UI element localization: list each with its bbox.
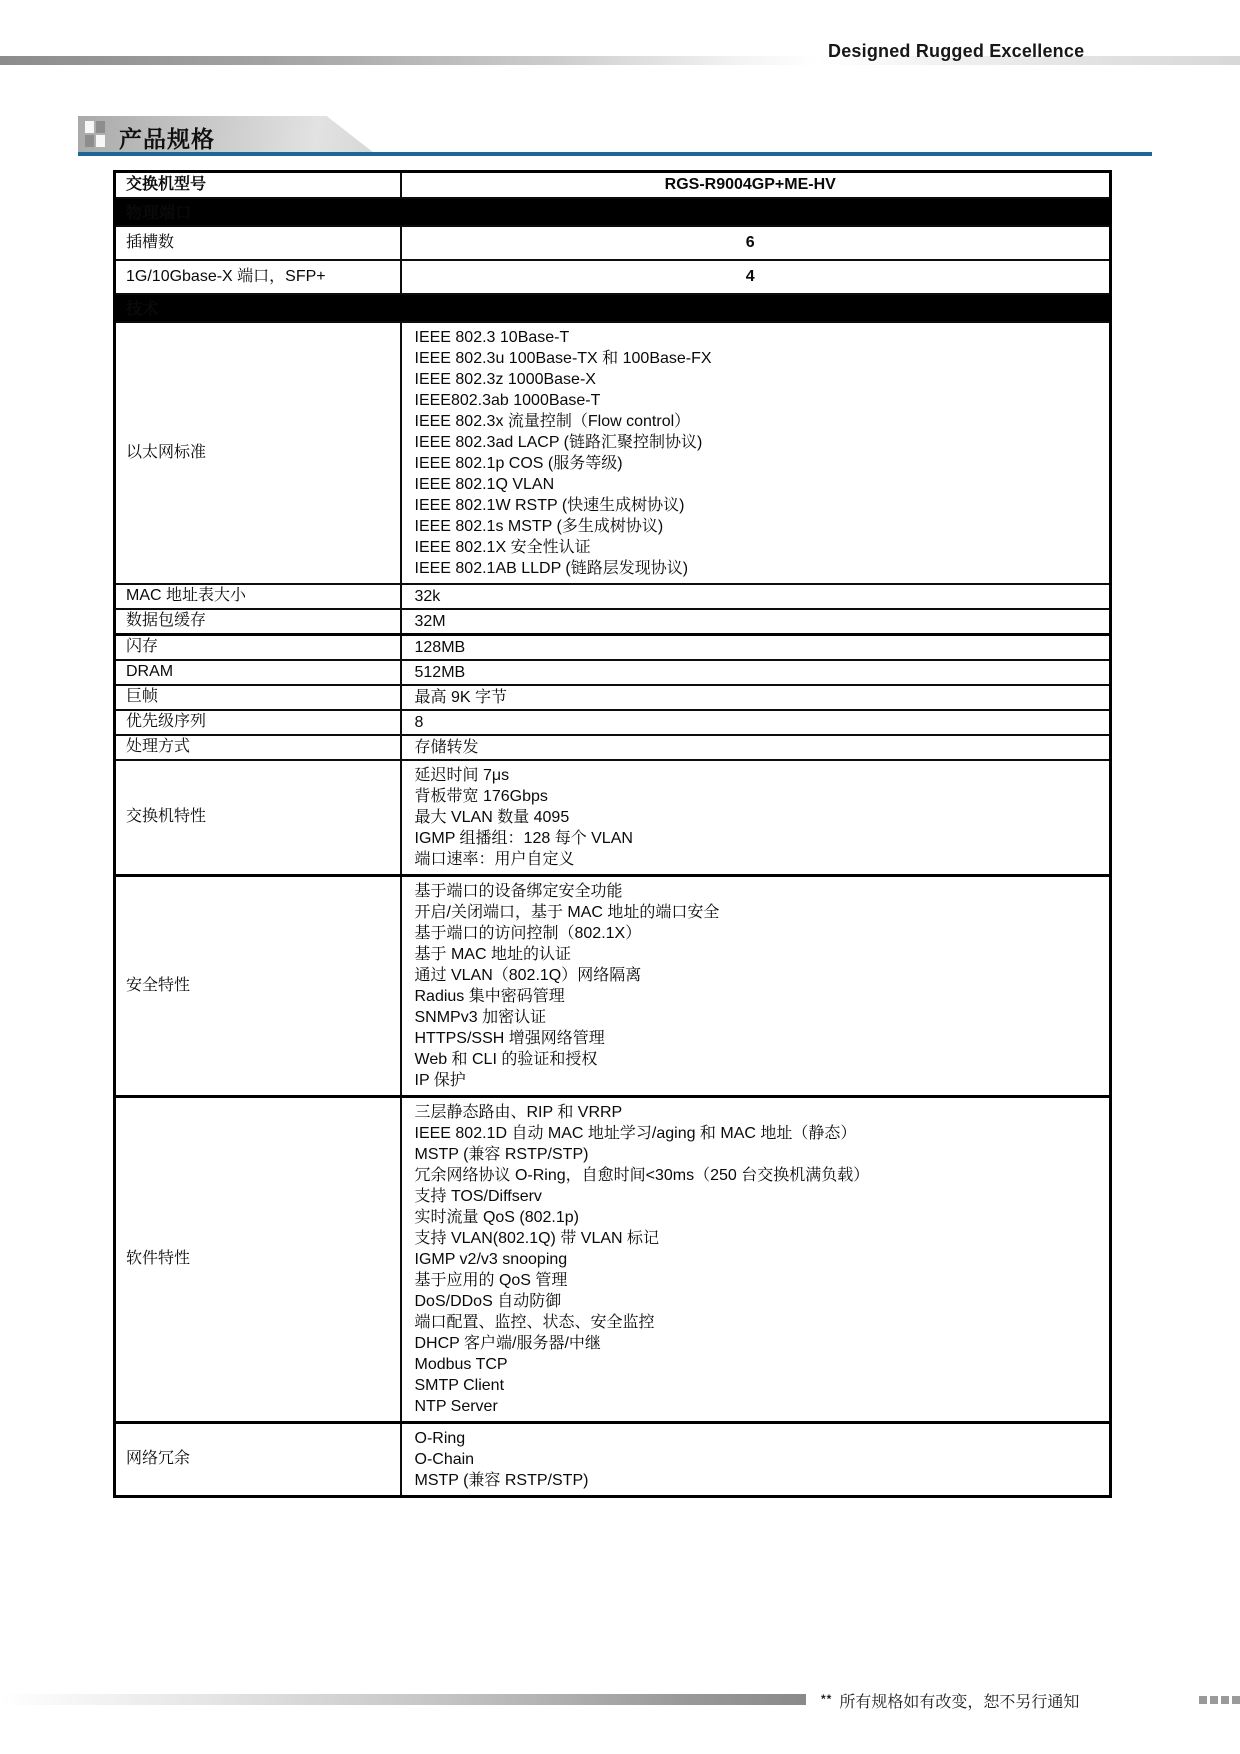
spec-value-line: IEEE 802.1p COS (服务等级) — [414, 454, 623, 472]
section-header-row — [115, 198, 1111, 226]
table-row — [115, 260, 1111, 294]
spec-value-line: MSTP (兼容 RSTP/STP) — [414, 1471, 589, 1489]
spec-value-line: HTTPS/SSH 增强网络管理 — [414, 1029, 605, 1047]
spec-label: 处理方式 — [115, 735, 401, 760]
table-row — [115, 322, 1111, 584]
spec-value — [401, 875, 1111, 1096]
spec-value: RGS-R9004GP+ME-HV — [401, 172, 1111, 198]
spec-value-line: SMTP Client — [414, 1376, 505, 1394]
spec-value-line: 基于端口的设备绑定安全功能 — [414, 882, 623, 900]
spec-label: 闪存 — [115, 634, 401, 660]
spec-value — [401, 1422, 1111, 1496]
spec-value-line: Modbus TCP — [414, 1355, 508, 1373]
spec-value-line: 实时流量 QoS (802.1p) — [414, 1208, 580, 1226]
spec-value — [401, 1096, 1111, 1422]
spec-value-line: 冗余网络协议 O-Ring，自愈时间<30ms（250 台交换机满负载） — [414, 1166, 870, 1184]
table-row — [115, 760, 1111, 876]
spec-value-line: DHCP 客户端/服务器/中继 — [414, 1334, 601, 1352]
table-row — [115, 710, 1111, 735]
spec-value-line: IP 保护 — [414, 1071, 466, 1089]
spec-value-line: IEEE 802.3 10Base-T — [414, 328, 570, 346]
spec-value-line: Radius 集中密码管理 — [414, 987, 565, 1005]
table-row — [115, 609, 1111, 635]
spec-label: 以太网标准 — [115, 322, 401, 584]
spec-value-line: 延迟时间 7μs — [414, 766, 510, 784]
spec-label: 优先级序列 — [115, 710, 401, 735]
header-tagline: Designed Rugged Excellence — [828, 41, 1085, 61]
spec-value-line: NTP Server — [414, 1397, 498, 1415]
spec-label: 交换机特性 — [115, 760, 401, 876]
spec-value-line: MSTP (兼容 RSTP/STP) — [414, 1145, 589, 1163]
page-title: 产品规格 — [119, 126, 215, 152]
footer-squares-decoration — [1199, 1696, 1240, 1704]
spec-value-line: 支持 TOS/Diffserv — [414, 1187, 542, 1205]
spec-value-line: 支持 VLAN(802.1Q) 带 VLAN 标记 — [414, 1229, 660, 1247]
spec-label: 网络冗余 — [115, 1422, 401, 1496]
footer-note-marker: ** — [821, 1692, 833, 1706]
spec-label: 插槽数 — [115, 226, 401, 260]
section-header-label: 技术 — [115, 294, 1111, 322]
table-row — [115, 1096, 1111, 1422]
spec-value-line: IEEE 802.3u 100Base-TX 和 100Base-FX — [414, 349, 712, 367]
table-row — [115, 584, 1111, 609]
spec-value-line: 三层静态路由、RIP 和 VRRP — [414, 1103, 623, 1121]
spec-value-line: 基于应用的 QoS 管理 — [414, 1271, 568, 1289]
spec-value — [401, 322, 1111, 584]
table-row — [115, 685, 1111, 710]
table-row — [115, 1422, 1111, 1496]
spec-value-line: SNMPv3 加密认证 — [414, 1008, 547, 1026]
spec-value: 存储转发 — [401, 735, 1111, 760]
spec-value: 128MB — [401, 634, 1111, 660]
spec-value-line: 端口配置、监控、状态、安全监控 — [414, 1313, 655, 1331]
spec-label: DRAM — [115, 660, 401, 685]
spec-value-line: IEEE 802.1AB LLDP (链路层发现协议) — [414, 559, 689, 577]
spec-label: 数据包缓存 — [115, 609, 401, 635]
spec-value-line: DoS/DDoS 自动防御 — [414, 1292, 562, 1310]
section-underline — [78, 152, 1152, 156]
spec-value-line: O-Chain — [414, 1450, 475, 1468]
spec-value-line: 端口速率：用户自定义 — [414, 850, 575, 868]
spec-value-line: O-Ring — [414, 1429, 466, 1447]
spec-value-line: 开启/关闭端口，基于 MAC 地址的端口安全 — [414, 903, 720, 921]
spec-value-line: IEEE 802.1Q VLAN — [414, 475, 555, 493]
spec-value-line: Web 和 CLI 的验证和授权 — [414, 1050, 598, 1068]
spec-value-line: IEEE 802.3x 流量控制（Flow control） — [414, 412, 691, 430]
spec-value: 4 — [401, 260, 1111, 294]
spec-value-line: IEEE 802.3ad LACP (链路汇聚控制协议) — [414, 433, 703, 451]
spec-value: 32M — [401, 609, 1111, 635]
spec-value-line: IEEE 802.1W RSTP (快速生成树协议) — [414, 496, 685, 514]
spec-value-line: IEEE802.3ab 1000Base-T — [414, 391, 601, 409]
spec-value-line: 基于 MAC 地址的认证 — [414, 945, 571, 963]
spec-value-line: IGMP v2/v3 snooping — [414, 1250, 568, 1268]
table-row — [115, 172, 1111, 198]
spec-table-body — [115, 172, 1111, 1497]
spec-value-line: IEEE 802.1X 安全性认证 — [414, 538, 591, 556]
spec-value-line: IEEE 802.1D 自动 MAC 地址学习/aging 和 MAC 地址（静态） — [414, 1124, 857, 1142]
spec-value-line: IEEE 802.3z 1000Base-X — [414, 370, 596, 388]
spec-value: 8 — [401, 710, 1111, 735]
table-row — [115, 735, 1111, 760]
section-header-row — [115, 294, 1111, 322]
spec-label: 安全特性 — [115, 875, 401, 1096]
table-row — [115, 226, 1111, 260]
footer-note-text: 所有规格如有改变，恕不另行通知 — [839, 1694, 1080, 1711]
checker-icon — [85, 121, 106, 149]
table-row — [115, 875, 1111, 1096]
footer-gradient-divider — [0, 1694, 806, 1705]
spec-value-line: IEEE 802.1s MSTP (多生成树协议) — [414, 517, 664, 535]
spec-value: 512MB — [401, 660, 1111, 685]
spec-value-line: IGMP 组播组：128 每个 VLAN — [414, 829, 633, 847]
spec-value: 6 — [401, 226, 1111, 260]
spec-value-line: 背板带宽 176Gbps — [414, 787, 548, 805]
spec-label: 1G/10Gbase-X 端口，SFP+ — [115, 260, 401, 294]
spec-value: 最高 9K 字节 — [401, 685, 1111, 710]
spec-value-line: 基于端口的访问控制（802.1X） — [414, 924, 642, 942]
table-row — [115, 660, 1111, 685]
footer-note — [821, 1689, 1079, 1712]
spec-label: MAC 地址表大小 — [115, 584, 401, 609]
spec-value: 32k — [401, 584, 1111, 609]
spec-value-line: 通过 VLAN（802.1Q）网络隔离 — [414, 966, 642, 984]
spec-table — [113, 170, 1112, 1498]
section-header-label: 物理端口 — [115, 198, 1111, 226]
table-row — [115, 634, 1111, 660]
spec-label: 巨帧 — [115, 685, 401, 710]
spec-value — [401, 760, 1111, 876]
spec-label: 交换机型号 — [115, 172, 401, 198]
spec-label: 软件特性 — [115, 1096, 401, 1422]
spec-value-line: 最大 VLAN 数量 4095 — [414, 808, 570, 826]
